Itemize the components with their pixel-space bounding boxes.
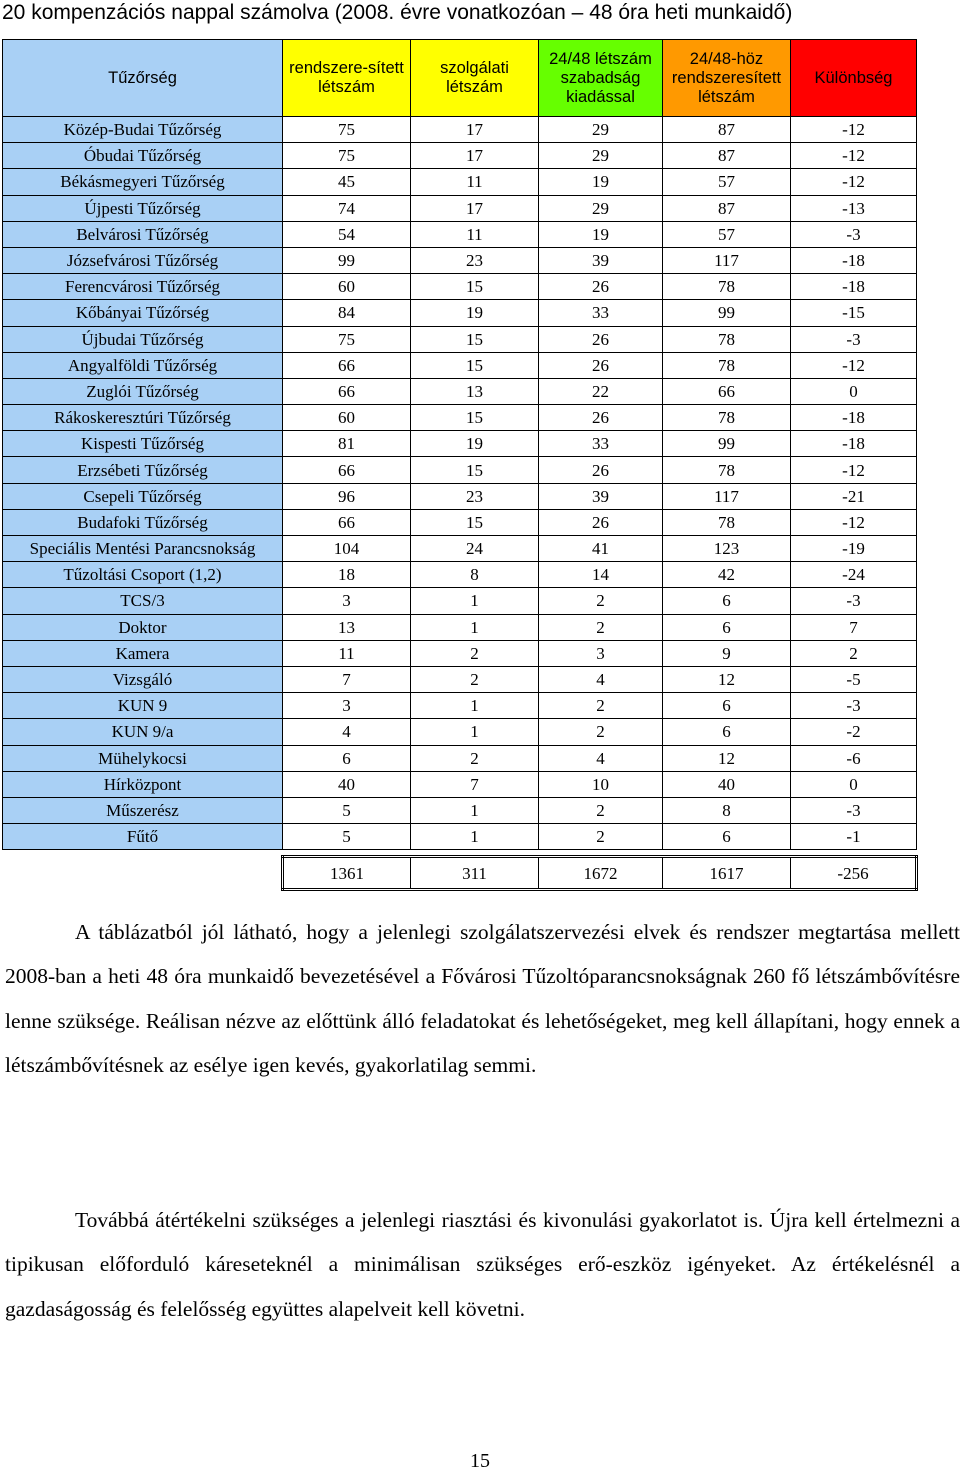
cell-szolgalati: 19 (411, 300, 539, 326)
row-name: Újbudai Tűzőrség (3, 326, 283, 352)
cell-kulonbseg: -3 (791, 588, 917, 614)
cell-szolgalati: 13 (411, 378, 539, 404)
paragraph-1 (5, 910, 960, 1088)
cell-rendszeresitett: 45 (283, 169, 411, 195)
cell-rendszeresitett: 60 (283, 405, 411, 431)
cell-24-48-hoz: 42 (663, 562, 791, 588)
cell-rendszeresitett: 5 (283, 824, 411, 850)
cell-24-48: 41 (539, 536, 663, 562)
cell-kulonbseg: -18 (791, 274, 917, 300)
cell-24-48-hoz: 6 (663, 719, 791, 745)
cell-kulonbseg: -12 (791, 169, 917, 195)
cell-24-48: 39 (539, 247, 663, 273)
cell-kulonbseg: -12 (791, 352, 917, 378)
cell-rendszeresitett: 5 (283, 797, 411, 823)
cell-kulonbseg: -15 (791, 300, 917, 326)
table-row (3, 824, 917, 850)
cell-24-48: 33 (539, 431, 663, 457)
paragraph-2 (5, 1198, 960, 1331)
paragraph-2-text: Továbbá átértékelni szükséges a jelenlegi riasztási és kivonulási gyakorlatot is. Újra kell értelmezni a tipikusan előforduló káreseteknél a minimálisan szükséges erő-eszköz igényeket. Az értékelésnél a gazdaságosság és felelősség együttes alapelveit kell követni. (5, 1208, 960, 1321)
total-24-48: 1672 (539, 857, 663, 890)
cell-kulonbseg: -12 (791, 457, 917, 483)
row-name: Fűtő (3, 824, 283, 850)
cell-rendszeresitett: 75 (283, 143, 411, 169)
cell-szolgalati: 1 (411, 797, 539, 823)
cell-24-48-hoz: 78 (663, 405, 791, 431)
cell-rendszeresitett: 96 (283, 483, 411, 509)
cell-rendszeresitett: 54 (283, 221, 411, 247)
cell-rendszeresitett: 104 (283, 536, 411, 562)
cell-24-48: 2 (539, 693, 663, 719)
cell-szolgalati: 24 (411, 536, 539, 562)
cell-rendszeresitett: 3 (283, 693, 411, 719)
cell-24-48: 29 (539, 195, 663, 221)
row-name: Tűzoltási Csoport (1,2) (3, 562, 283, 588)
table-row (3, 274, 917, 300)
table-row (3, 352, 917, 378)
totals-row (3, 857, 917, 890)
table-row (3, 457, 917, 483)
cell-rendszeresitett: 7 (283, 666, 411, 692)
row-name: Budafoki Tűzőrség (3, 509, 283, 535)
row-name: Rákoskeresztúri Tűzőrség (3, 405, 283, 431)
cell-rendszeresitett: 66 (283, 509, 411, 535)
cell-24-48: 3 (539, 640, 663, 666)
header-kulonbseg: Különbség (791, 40, 917, 117)
cell-24-48-hoz: 87 (663, 195, 791, 221)
table-row (3, 745, 917, 771)
cell-24-48-hoz: 8 (663, 797, 791, 823)
cell-24-48: 2 (539, 588, 663, 614)
cell-rendszeresitett: 11 (283, 640, 411, 666)
cell-szolgalati: 15 (411, 326, 539, 352)
table-row (3, 509, 917, 535)
header-24-48-hoz: 24/48-höz rendszeresített létszám (663, 40, 791, 117)
cell-24-48-hoz: 57 (663, 221, 791, 247)
row-name: Újpesti Tűzőrség (3, 195, 283, 221)
cell-24-48: 26 (539, 457, 663, 483)
cell-24-48-hoz: 6 (663, 693, 791, 719)
cell-24-48-hoz: 99 (663, 300, 791, 326)
cell-24-48: 4 (539, 745, 663, 771)
cell-24-48: 2 (539, 797, 663, 823)
row-name: KUN 9/a (3, 719, 283, 745)
table-header-row (3, 40, 917, 117)
cell-kulonbseg: 7 (791, 614, 917, 640)
cell-szolgalati: 7 (411, 771, 539, 797)
cell-24-48-hoz: 6 (663, 588, 791, 614)
table-row (3, 300, 917, 326)
table-row (3, 143, 917, 169)
cell-szolgalati: 15 (411, 274, 539, 300)
table-row (3, 326, 917, 352)
total-kulonbseg: -256 (791, 857, 917, 890)
total-24-48-hoz: 1617 (663, 857, 791, 890)
cell-kulonbseg: -12 (791, 509, 917, 535)
row-name: Békásmegyeri Tűzőrség (3, 169, 283, 195)
cell-24-48-hoz: 123 (663, 536, 791, 562)
cell-rendszeresitett: 18 (283, 562, 411, 588)
cell-24-48: 33 (539, 300, 663, 326)
cell-rendszeresitett: 81 (283, 431, 411, 457)
cell-szolgalati: 17 (411, 117, 539, 143)
staffing-table (2, 39, 918, 891)
cell-kulonbseg: -2 (791, 719, 917, 745)
table-row (3, 797, 917, 823)
cell-kulonbseg: -18 (791, 247, 917, 273)
cell-kulonbseg: -12 (791, 117, 917, 143)
row-name: Vizsgáló (3, 666, 283, 692)
row-name: Erzsébeti Tűzőrség (3, 457, 283, 483)
cell-24-48-hoz: 78 (663, 326, 791, 352)
cell-24-48: 29 (539, 143, 663, 169)
cell-24-48: 39 (539, 483, 663, 509)
cell-rendszeresitett: 40 (283, 771, 411, 797)
cell-szolgalati: 1 (411, 693, 539, 719)
cell-kulonbseg: 2 (791, 640, 917, 666)
cell-szolgalati: 1 (411, 824, 539, 850)
row-name: Hírközpont (3, 771, 283, 797)
cell-24-48: 19 (539, 221, 663, 247)
row-name: Zuglói Tűzőrség (3, 378, 283, 404)
cell-szolgalati: 1 (411, 719, 539, 745)
row-name: Angyalföldi Tűzőrség (3, 352, 283, 378)
table-row (3, 588, 917, 614)
cell-24-48: 26 (539, 274, 663, 300)
cell-kulonbseg: -19 (791, 536, 917, 562)
cell-szolgalati: 11 (411, 169, 539, 195)
cell-kulonbseg: -12 (791, 143, 917, 169)
cell-szolgalati: 1 (411, 588, 539, 614)
cell-rendszeresitett: 74 (283, 195, 411, 221)
row-name: Csepeli Tűzőrség (3, 483, 283, 509)
cell-kulonbseg: -6 (791, 745, 917, 771)
row-name: Speciális Mentési Parancsnokság (3, 536, 283, 562)
cell-24-48: 29 (539, 117, 663, 143)
row-name: Belvárosi Tűzőrség (3, 221, 283, 247)
row-name: Kőbányai Tűzőrség (3, 300, 283, 326)
cell-rendszeresitett: 66 (283, 378, 411, 404)
table-row (3, 169, 917, 195)
cell-24-48: 26 (539, 509, 663, 535)
row-name: Ferencvárosi Tűzőrség (3, 274, 283, 300)
row-name: Óbudai Tűzőrség (3, 143, 283, 169)
cell-rendszeresitett: 99 (283, 247, 411, 273)
cell-kulonbseg: -3 (791, 693, 917, 719)
header-24-48-letszam: 24/48 létszám szabadság kiadással (539, 40, 663, 117)
row-name: Kamera (3, 640, 283, 666)
header-tuzorseg: Tűzőrség (3, 40, 283, 117)
table-row (3, 693, 917, 719)
table-row (3, 562, 917, 588)
cell-24-48: 4 (539, 666, 663, 692)
table-row (3, 195, 917, 221)
cell-rendszeresitett: 3 (283, 588, 411, 614)
cell-24-48-hoz: 9 (663, 640, 791, 666)
table-row (3, 221, 917, 247)
cell-szolgalati: 2 (411, 666, 539, 692)
cell-szolgalati: 11 (411, 221, 539, 247)
cell-24-48-hoz: 6 (663, 614, 791, 640)
cell-kulonbseg: -3 (791, 326, 917, 352)
cell-rendszeresitett: 13 (283, 614, 411, 640)
cell-24-48-hoz: 12 (663, 745, 791, 771)
cell-rendszeresitett: 75 (283, 326, 411, 352)
cell-kulonbseg: -13 (791, 195, 917, 221)
cell-kulonbseg: -1 (791, 824, 917, 850)
cell-24-48-hoz: 99 (663, 431, 791, 457)
cell-24-48: 10 (539, 771, 663, 797)
cell-24-48-hoz: 78 (663, 457, 791, 483)
cell-szolgalati: 2 (411, 745, 539, 771)
cell-kulonbseg: 0 (791, 771, 917, 797)
cell-24-48-hoz: 87 (663, 117, 791, 143)
cell-szolgalati: 19 (411, 431, 539, 457)
table-row (3, 719, 917, 745)
cell-kulonbseg: -24 (791, 562, 917, 588)
table-row (3, 483, 917, 509)
cell-szolgalati: 23 (411, 247, 539, 273)
page-number: 15 (470, 1450, 490, 1472)
cell-szolgalati: 15 (411, 509, 539, 535)
cell-szolgalati: 23 (411, 483, 539, 509)
cell-24-48: 2 (539, 614, 663, 640)
cell-24-48: 26 (539, 352, 663, 378)
table-row (3, 405, 917, 431)
cell-24-48: 19 (539, 169, 663, 195)
table-row (3, 536, 917, 562)
cell-24-48-hoz: 117 (663, 247, 791, 273)
cell-szolgalati: 2 (411, 640, 539, 666)
cell-24-48: 22 (539, 378, 663, 404)
cell-kulonbseg: -18 (791, 431, 917, 457)
row-name: KUN 9 (3, 693, 283, 719)
row-name: Mühelykocsi (3, 745, 283, 771)
cell-24-48-hoz: 78 (663, 274, 791, 300)
paragraph-1-text: A táblázatból jól látható, hogy a jelenlegi szolgálatszervezési elvek és rendszer megtartása mellett 2008-ban a heti 48 óra munkaidő bevezetésével a Fővárosi Tűzoltóparancsnokságnak 260 fő létszámbővítésre lenne szüksége. Reálisan nézve az előttünk álló feladatokat és lehetőségeket, meg kell állapítani, hogy ennek a létszámbővítésnek az esélye igen kevés, gyakorlatilag semmi. (5, 920, 960, 1078)
cell-24-48: 26 (539, 326, 663, 352)
row-name: Doktor (3, 614, 283, 640)
cell-24-48: 2 (539, 824, 663, 850)
cell-24-48-hoz: 87 (663, 143, 791, 169)
cell-kulonbseg: -3 (791, 797, 917, 823)
cell-kulonbseg: 0 (791, 378, 917, 404)
cell-rendszeresitett: 84 (283, 300, 411, 326)
cell-rendszeresitett: 66 (283, 457, 411, 483)
table-row (3, 117, 917, 143)
total-szolgalati: 311 (411, 857, 539, 890)
table-row (3, 666, 917, 692)
total-rendszeresitett: 1361 (283, 857, 411, 890)
cell-rendszeresitett: 6 (283, 745, 411, 771)
table-row (3, 431, 917, 457)
row-name: Műszerész (3, 797, 283, 823)
table-row (3, 378, 917, 404)
cell-24-48-hoz: 78 (663, 352, 791, 378)
header-rendszeresitett: rendszere-sített létszám (283, 40, 411, 117)
table-caption: 20 kompenzációs nappal számolva (2008. évre vonatkozóan – 48 óra heti munkaidő) (2, 1, 793, 24)
table-row (3, 640, 917, 666)
table-row (3, 247, 917, 273)
cell-rendszeresitett: 66 (283, 352, 411, 378)
table-row (3, 614, 917, 640)
cell-szolgalati: 17 (411, 143, 539, 169)
cell-24-48: 26 (539, 405, 663, 431)
row-name: TCS/3 (3, 588, 283, 614)
row-name: Józsefvárosi Tűzőrség (3, 247, 283, 273)
cell-szolgalati: 15 (411, 405, 539, 431)
cell-kulonbseg: -18 (791, 405, 917, 431)
cell-24-48-hoz: 66 (663, 378, 791, 404)
cell-24-48: 14 (539, 562, 663, 588)
cell-rendszeresitett: 60 (283, 274, 411, 300)
row-name: Közép-Budai Tűzőrség (3, 117, 283, 143)
cell-24-48-hoz: 117 (663, 483, 791, 509)
cell-kulonbseg: -5 (791, 666, 917, 692)
cell-24-48-hoz: 40 (663, 771, 791, 797)
cell-szolgalati: 8 (411, 562, 539, 588)
cell-24-48-hoz: 6 (663, 824, 791, 850)
cell-24-48-hoz: 57 (663, 169, 791, 195)
cell-szolgalati: 17 (411, 195, 539, 221)
cell-rendszeresitett: 4 (283, 719, 411, 745)
cell-szolgalati: 15 (411, 457, 539, 483)
header-szolgalati: szolgálati létszám (411, 40, 539, 117)
cell-24-48: 2 (539, 719, 663, 745)
cell-kulonbseg: -21 (791, 483, 917, 509)
cell-szolgalati: 15 (411, 352, 539, 378)
cell-rendszeresitett: 75 (283, 117, 411, 143)
cell-szolgalati: 1 (411, 614, 539, 640)
cell-24-48-hoz: 78 (663, 509, 791, 535)
row-name: Kispesti Tűzőrség (3, 431, 283, 457)
table-row (3, 771, 917, 797)
cell-24-48-hoz: 12 (663, 666, 791, 692)
cell-kulonbseg: -3 (791, 221, 917, 247)
